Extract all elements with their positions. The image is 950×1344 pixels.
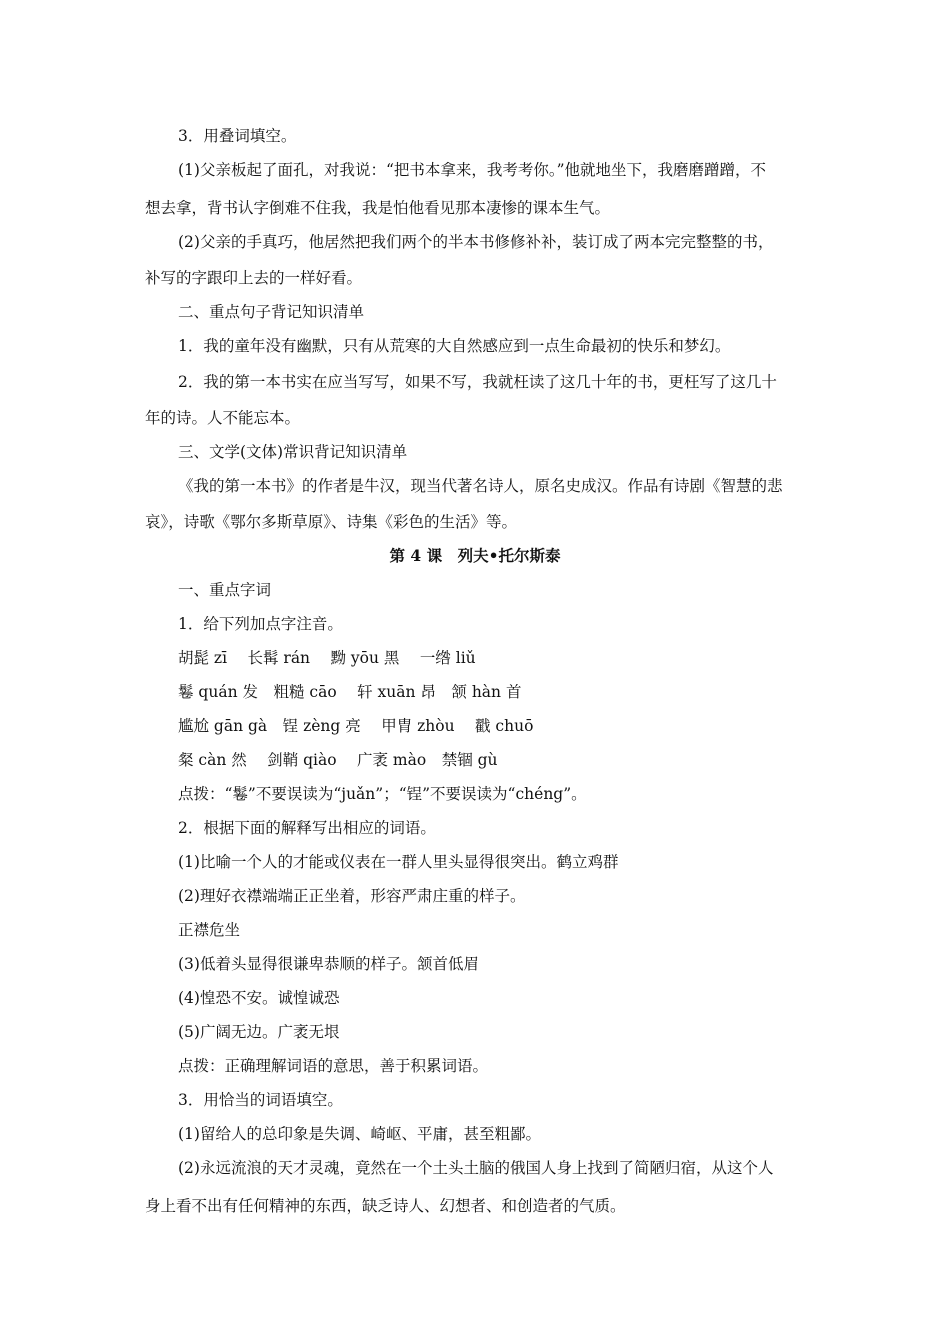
line-7: 1．我的童年没有幽默，只有从荒寒的大自然感应到一点生命最初的快乐和梦幻。 bbox=[178, 337, 731, 355]
line-2: (1)父亲板起了面孔，对我说：“把书本拿来，我考考你。”他就地坐下，我磨磨蹭蹭，不 bbox=[178, 161, 767, 179]
line-23: (2)理好衣襟端端正正坐着，形容严肃庄重的样子。 bbox=[178, 887, 526, 905]
section-heading-literature: 三、文学(文体)常识背记知识清单 bbox=[178, 443, 408, 461]
line-32: 身上看不出有任何精神的东西，缺乏诗人、幻想者、和创造者的气质。 bbox=[145, 1197, 626, 1215]
pinyin-line-2: 鬈 quán 发 粗糙 cāo 轩 xuān 昂 颔 hàn 首 bbox=[178, 683, 522, 701]
pinyin-line-1: 胡髭 zī 长髯 rán 黝 yōu 黑 一绺 liǔ bbox=[178, 649, 476, 667]
line-21: 2．根据下面的解释写出相应的词语。 bbox=[178, 819, 436, 837]
line-4: (2)父亲的手真巧，他居然把我们两个的半本书修修补补，装订成了两本完完整整的书， bbox=[178, 233, 774, 251]
line-25: (3)低着头显得很谦卑恭顺的样子。颔首低眉 bbox=[178, 955, 479, 973]
section-heading-sentences: 二、重点句子背记知识清单 bbox=[178, 303, 365, 321]
line-30: (1)留给人的总印象是失调、崎岖、平庸，甚至粗鄙。 bbox=[178, 1125, 541, 1143]
line-22: (1)比喻一个人的才能或仪表在一群人里头显得很突出。鹤立鸡群 bbox=[178, 853, 619, 871]
section-heading-words: 一、重点字词 bbox=[178, 581, 272, 599]
line-1: 3．用叠词填空。 bbox=[178, 127, 297, 145]
pinyin-line-3: 尴尬 gān gà 锃 zèng 亮 甲胄 zhòu 戳 chuō bbox=[178, 717, 534, 735]
line-5: 补写的字跟印上去的一样好看。 bbox=[145, 269, 363, 287]
line-12: 哀》，诗歌《鄂尔多斯草原》、诗集《彩色的生活》等。 bbox=[145, 513, 518, 531]
lesson-title: 第 4 课 列夫•托尔斯泰 bbox=[389, 546, 561, 565]
pinyin-line-4: 粲 càn 然 剑鞘 qiào 广袤 mào 禁锢 gù bbox=[178, 751, 498, 769]
line-15: 1．给下列加点字注音。 bbox=[178, 615, 343, 633]
line-31: (2)永远流浪的天才灵魂，竟然在一个土头土脑的俄国人身上找到了简陋归宿，从这个人 bbox=[178, 1159, 774, 1177]
line-26: (4)惶恐不安。诚惶诚恐 bbox=[178, 989, 340, 1007]
tip-line-1: 点拨：“鬈”不要误读为“juǎn”；“锃”不要误读为“chéng”。 bbox=[178, 785, 587, 803]
line-11: 《我的第一本书》的作者是牛汉，现当代著名诗人，原名史成汉。作品有诗剧《智慧的悲 bbox=[178, 477, 783, 495]
line-8: 2．我的第一本书实在应当写写，如果不写，我就枉读了这几十年的书，更枉写了这几十 bbox=[178, 373, 777, 391]
line-24: 正襟危坐 bbox=[178, 921, 241, 939]
line-29: 3．用恰当的词语填空。 bbox=[178, 1091, 343, 1109]
line-3: 想去拿，背书认字倒难不住我，我是怕他看见那本凄惨的课本生气。 bbox=[145, 199, 611, 217]
line-27: (5)广阔无边。广袤无垠 bbox=[178, 1023, 340, 1041]
tip-line-2: 点拨：正确理解词语的意思，善于积累词语。 bbox=[178, 1057, 489, 1075]
line-9: 年的诗。人不能忘本。 bbox=[145, 409, 301, 427]
